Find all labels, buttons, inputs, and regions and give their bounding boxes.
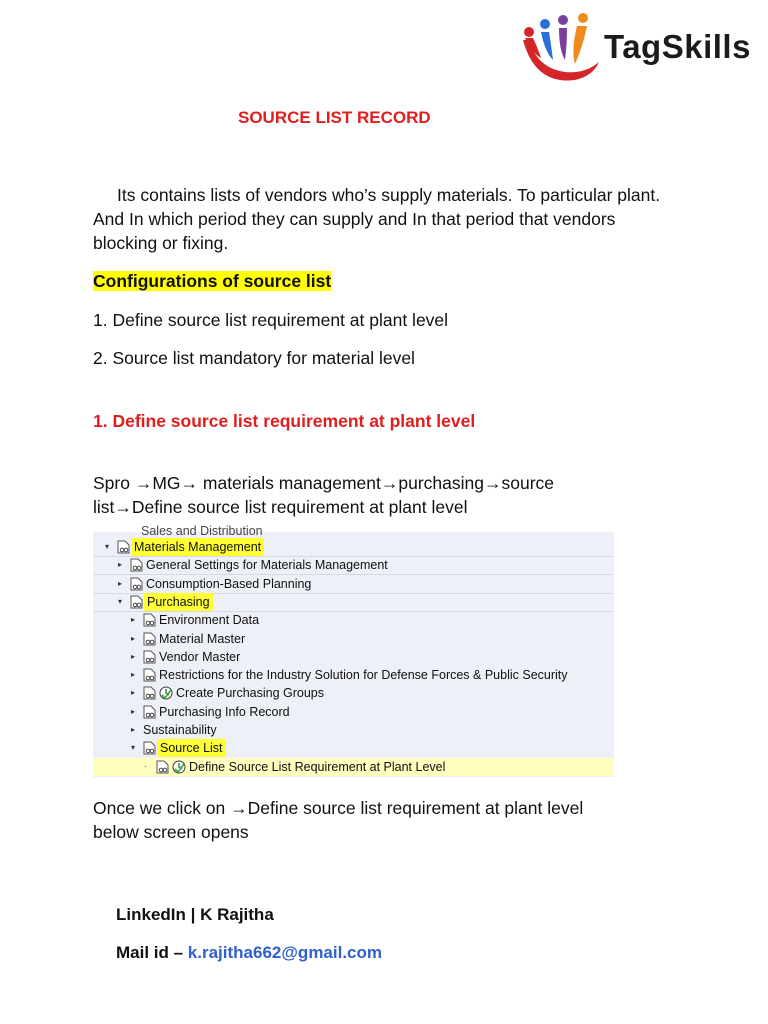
document-glasses-icon — [130, 595, 143, 609]
document-glasses-icon — [143, 741, 156, 755]
tree-node[interactable] — [93, 758, 614, 776]
brand-name: TagSkills — [604, 28, 751, 65]
step-2: 2. Source list mandatory for material level — [93, 348, 415, 368]
expand-arrow-icon[interactable]: ▸ — [131, 670, 136, 680]
tree-node-label[interactable]: Materials Management — [131, 538, 264, 556]
tree-node-label[interactable]: General Settings for Materials Management — [146, 558, 388, 573]
step-1: 1. Define source list requirement at plant level — [93, 310, 449, 330]
document-glasses-icon — [143, 668, 156, 682]
tree-node[interactable] — [93, 593, 614, 612]
document-glasses-icon — [143, 686, 156, 700]
tree-node-label[interactable]: Define Source List Requirement at Plant Level — [189, 759, 446, 774]
collapse-arrow-icon[interactable]: ▾ — [131, 743, 136, 753]
execute-clock-icon[interactable] — [159, 686, 173, 700]
document-glasses-icon — [156, 760, 169, 774]
tree-node[interactable] — [93, 630, 614, 648]
tree-node-label[interactable]: Consumption-Based Planning — [146, 576, 312, 591]
tree-node[interactable] — [93, 721, 614, 739]
tree-node[interactable] — [93, 648, 614, 666]
after-text-line-1: Once we click on →Define source list requirement at plant level — [93, 798, 584, 818]
document-title: SOURCE LIST RECORD — [238, 108, 431, 127]
tree-node-label[interactable]: Create Purchasing Groups — [176, 686, 324, 701]
tree-node[interactable] — [93, 575, 614, 594]
tree-node-label[interactable]: Purchasing Info Record — [159, 704, 290, 719]
collapse-arrow-icon[interactable]: ▾ — [105, 542, 110, 551]
tree-node-label[interactable]: Restrictions for the Industry Solution for Defense Forces & Public Security — [159, 668, 568, 683]
expand-arrow-icon[interactable]: ▸ — [118, 560, 123, 570]
tree-node[interactable] — [93, 739, 614, 757]
mail-label: Mail id – — [116, 943, 188, 962]
expand-arrow-icon[interactable]: ▸ — [131, 688, 136, 698]
config-heading: Configurations of source list — [93, 271, 332, 291]
tree-node-label[interactable]: Sustainability — [143, 723, 217, 737]
menu-path-line-1: Spro →MG→ materials management→purchasing→source — [93, 473, 555, 493]
expand-arrow-icon[interactable]: ▸ — [118, 578, 123, 588]
after-text-line-2: below screen opens — [93, 822, 249, 842]
mail-line — [116, 943, 382, 963]
tree-node[interactable] — [93, 666, 614, 684]
tree-node-label[interactable]: Environment Data — [159, 613, 260, 628]
tree-node[interactable] — [93, 556, 614, 575]
tree-cut-off-item: Sales and Distribution — [141, 524, 263, 538]
config-heading-line — [93, 269, 693, 293]
intro-paragraph: Its contains lists of vendors who’s supply materials. To particular plant. And In which period they can supply and In that period that vendors blocking or fixing. — [93, 185, 661, 253]
email-link[interactable]: k.rajitha662@gmail.com — [187, 943, 383, 962]
expand-arrow-icon[interactable]: ▸ — [131, 706, 136, 716]
expand-arrow-icon[interactable]: ▸ — [131, 725, 136, 734]
expand-arrow-icon[interactable]: ▸ — [131, 651, 136, 661]
document-glasses-icon — [117, 540, 130, 554]
document-glasses-icon — [143, 705, 156, 719]
tree-node[interactable] — [93, 611, 614, 629]
execute-clock-icon[interactable] — [172, 760, 186, 774]
tagskills-logo-mark — [515, 10, 605, 90]
tree-node-label[interactable]: Material Master — [159, 631, 246, 646]
document-glasses-icon — [143, 613, 156, 627]
expand-arrow-icon[interactable]: · — [144, 761, 147, 771]
tree-node-label[interactable]: Purchasing — [144, 593, 213, 611]
tree-node-label[interactable]: Source List — [157, 739, 226, 757]
tree-node[interactable] — [93, 684, 614, 702]
document-glasses-icon — [130, 577, 143, 591]
expand-arrow-icon[interactable]: ▸ — [131, 633, 136, 643]
linkedin-line: LinkedIn | K Rajitha — [116, 905, 274, 924]
tree-node-label[interactable]: Vendor Master — [159, 649, 241, 664]
tree-node[interactable] — [93, 703, 614, 721]
collapse-arrow-icon[interactable]: ▾ — [118, 596, 123, 606]
menu-path-line-2: list→Define source list requirement at plant level — [93, 497, 468, 517]
sap-img-tree — [93, 524, 614, 777]
section-heading: 1. Define source list requirement at plant level — [93, 411, 476, 431]
expand-arrow-icon[interactable]: ▸ — [131, 615, 136, 625]
document-glasses-icon — [130, 558, 143, 572]
document-glasses-icon — [143, 632, 156, 646]
document-glasses-icon — [143, 650, 156, 664]
tree-node[interactable] — [93, 538, 614, 557]
